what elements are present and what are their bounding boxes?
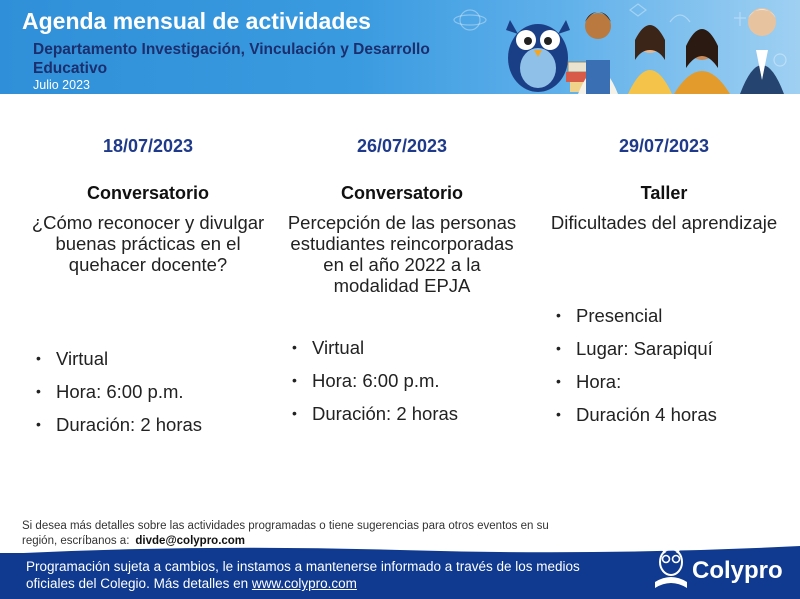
colypro-logo: [652, 540, 792, 596]
list-item: • Duración: 2 horas: [292, 403, 459, 424]
contact-note-text: Si desea más detalles sobre las actividades programadas o tiene sugerencias para otros eventos en su región, escríbanos a:: [22, 520, 549, 547]
activity-topic: Percepción de las personas estudiantes reincorporadas en el año 2022 a la modalidad EPJA: [287, 212, 517, 296]
list-item: • Virtual: [36, 348, 109, 369]
list-item: • Duración 4 horas: [556, 404, 717, 425]
activity-details: [552, 299, 717, 431]
activity-date: 18/07/2023: [102, 136, 194, 156]
website-link[interactable]: www.colypro.com: [251, 576, 357, 591]
page-title: Agenda mensual de actividades: [22, 8, 371, 34]
colypro-owl-logo-icon: [652, 542, 690, 594]
activity-date: 29/07/2023: [618, 136, 710, 156]
activity-topic: Dificultades del aprendizaje: [550, 212, 778, 233]
list-item: • Hora: 6:00 p.m.: [36, 381, 184, 402]
people-illustration-icon: [440, 0, 800, 94]
logo-text: Colypro: [692, 557, 783, 584]
contact-email-link[interactable]: divde@colypro.com: [135, 535, 246, 547]
activity-details: [288, 331, 458, 430]
activity-details: [32, 342, 202, 441]
activity-column-3: [544, 133, 784, 425]
list-item: • Virtual: [292, 337, 365, 358]
list-item: • Hora: 6:00 p.m.: [292, 370, 440, 391]
month-label: Julio 2023: [33, 78, 90, 92]
list-item: • Lugar: Sarapiquí: [556, 338, 713, 359]
activity-column-2: [282, 133, 522, 424]
footer-message: Programación sujeta a cambios, le instamos a mantenerse informado a través de los medios oficiales del Colegio. Más detalles en www.colypro.com: [26, 559, 580, 591]
list-item: • Presencial: [556, 305, 663, 326]
activity-column-1: [28, 133, 268, 435]
activity-type: Conversatorio: [340, 183, 464, 203]
header-banner: [0, 0, 800, 94]
activity-date: 26/07/2023: [356, 136, 448, 156]
activity-topic: ¿Cómo reconocer y divulgar buenas prácticas en el quehacer docente?: [31, 212, 265, 275]
list-item: • Hora:: [556, 371, 622, 392]
activity-type: Taller: [640, 183, 688, 203]
list-item: • Duración: 2 horas: [36, 414, 203, 435]
department-subtitle: Departamento Investigación, Vinculación y Desarrollo Educativo: [33, 41, 430, 77]
activity-type: Conversatorio: [86, 183, 210, 203]
